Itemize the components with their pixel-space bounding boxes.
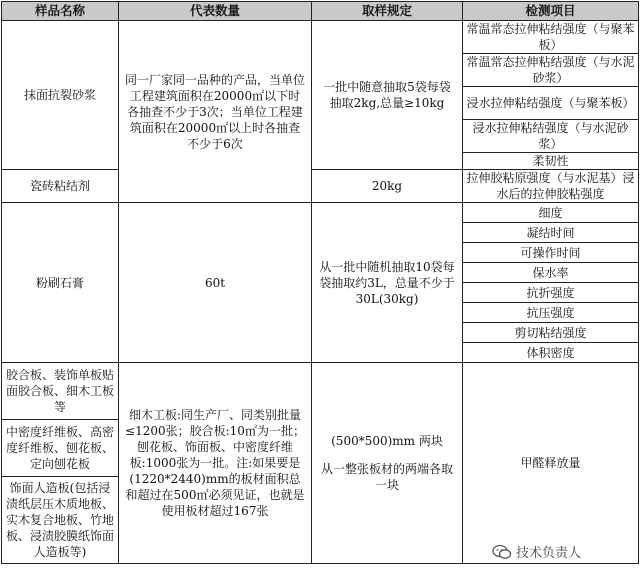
test-item-cell: 凝结时间 (463, 223, 639, 243)
test-item-cell: 柔韧性 (463, 153, 639, 170)
table-row (2, 170, 639, 203)
header-sample-name: 样品名称 (2, 2, 119, 21)
sampling-cell: 一批中随意抽取5袋每袋抽取2kg,总量≥10kg (312, 21, 463, 170)
quantity-cell: 同一厂家同一品种的产品，当单位工程建筑面积在20000㎡以下时各抽查不少于3次；当单位工程建筑面积在20000㎡以上时各抽查不少于6次 (119, 21, 312, 203)
test-item-cell: 常温常态拉伸粘结强度（与水泥砂浆） (463, 54, 639, 87)
test-item-cell: 常温常态拉伸粘结强度（与聚苯板） (463, 21, 639, 54)
sample-name-cell: 胶合板、装饰单板贴面胶合板、细木工板等 (2, 363, 119, 420)
chat-bubble-icon (492, 544, 512, 560)
table-row (2, 363, 639, 420)
test-item-cell: 浸水拉伸粘结强度（与聚苯板） (463, 87, 639, 120)
header-test-items: 检测项目 (463, 2, 639, 21)
sample-name-cell: 饰面人造板(包括浸渍纸层压木质地板、实木复合地板、竹地板、浸渍胶膜纸饰面人造板等) (2, 477, 119, 564)
sample-table (1, 1, 639, 564)
sampling-cell: 从一批中随机抽取10袋每袋抽取约3L，总量不少于30L(30kg) (312, 203, 463, 363)
test-item-cell: 抗折强度 (463, 283, 639, 303)
sampling-cell (312, 363, 463, 564)
watermark-text: 技术负责人 (516, 546, 582, 561)
sample-name-cell: 瓷砖粘结剂 (2, 170, 119, 203)
test-item-cell: 抗压强度 (463, 303, 639, 323)
test-item-cell: 细度 (463, 203, 639, 223)
watermark (492, 542, 581, 561)
sample-name-cell: 粉刷石膏 (2, 203, 119, 363)
quantity-cell: 细木工板:同生产厂、同类别批量≤1200张；胶合板:10㎡为一批；刨花板、饰面板、中密度纤维板:1000张为一批。注:如果要是(1220*2440)mm的板材面积总和超过在500㎡必须见证，也就是使用板材超过167张 (119, 363, 312, 564)
quantity-cell: 60t (119, 203, 312, 363)
header-sampling: 取样规定 (312, 2, 463, 21)
test-item-cell: 剪切粘结强度 (463, 323, 639, 343)
sampling-line: 从一整张板材的两端各取一块 (320, 462, 453, 492)
header-row (2, 2, 639, 21)
sample-name-cell: 抹面抗裂砂浆 (2, 21, 119, 170)
test-item-cell: 可操作时间 (463, 243, 639, 263)
header-quantity: 代表数量 (119, 2, 312, 21)
test-item-cell: 甲醛释放量 (463, 363, 639, 564)
table-row (2, 203, 639, 223)
sampling-line: (500*500)mm 两块 (331, 434, 443, 448)
test-item-cell: 拉伸胶粘原强度（与水泥基）浸水后的拉伸胶粘强度 (463, 170, 639, 203)
table-row (2, 21, 639, 54)
test-item-cell: 保水率 (463, 263, 639, 283)
sampling-cell: 20kg (312, 170, 463, 203)
sample-name-cell: 中密度纤维板、高密度纤维板、刨花板、定向刨花板 (2, 420, 119, 477)
test-item-cell: 体积密度 (463, 343, 639, 363)
test-item-cell: 浸水拉伸粘结强度（与水泥砂浆） (463, 120, 639, 153)
